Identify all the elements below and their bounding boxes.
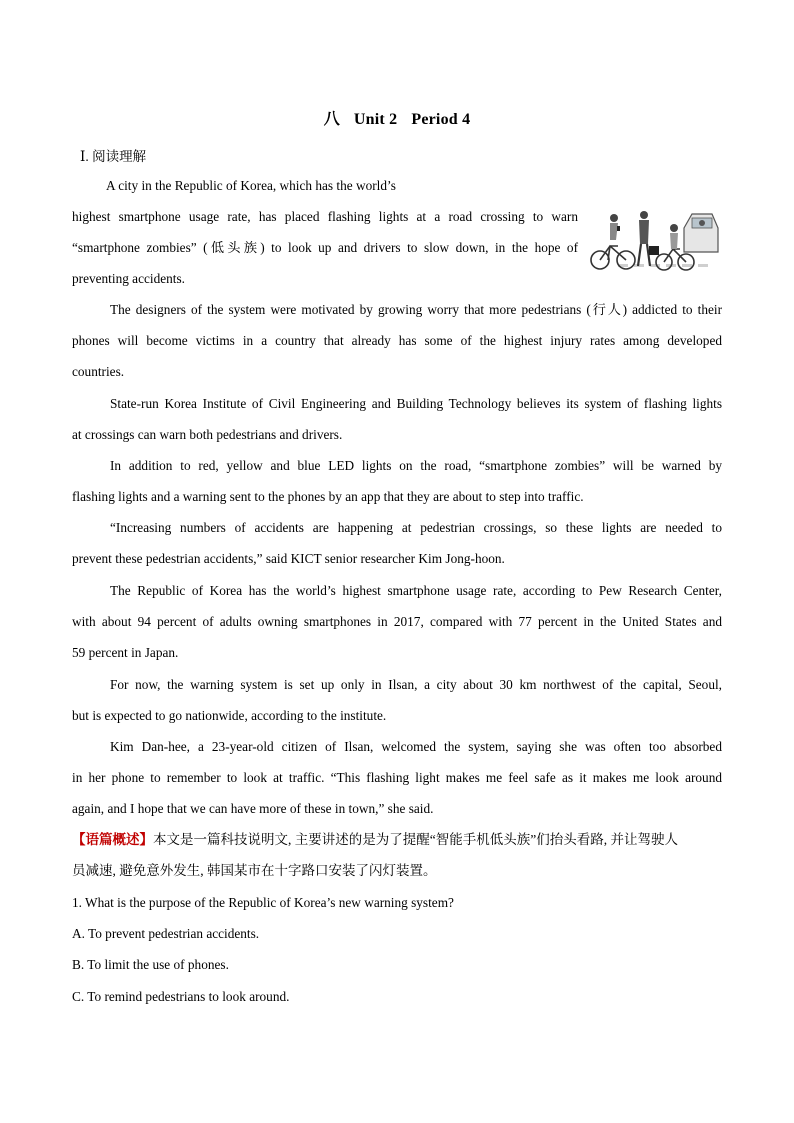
passage-line: prevent these pedestrian accidents,” said KICT senior researcher Kim Jong-hoon. — [72, 551, 505, 566]
question-option-c: C. To remind pedestrians to look around. — [72, 989, 290, 1004]
question-option-b: B. To limit the use of phones. — [72, 957, 229, 972]
summary-line — [72, 830, 722, 850]
passage-line: again, and I hope that we can have more of these in town,” she said. — [72, 801, 434, 816]
summary-tag: 【语篇概述】 — [72, 832, 153, 847]
passage-line: “smartphone zombies” (低头族) to look up and drivers to slow down, in the hope of — [72, 240, 578, 255]
smartphone-zombies-illustration — [588, 206, 720, 276]
passage-line: countries. — [72, 364, 125, 379]
passage-line: preventing accidents. — [72, 271, 185, 286]
passage-line: “Increasing numbers of accidents are happening at pedestrian crossings, so these lights are needed to — [110, 520, 722, 535]
passage-line: phones will become victims in a country that already has some of the highest injury rates among developed — [72, 333, 722, 348]
passage-line: with about 94 percent of adults owning smartphones in 2017, compared with 77 percent in the United States and — [72, 614, 722, 629]
passage-line: in her phone to remember to look at traffic. “This flashing light makes me feel safe as it makes me look around — [72, 770, 722, 785]
title-period: Period 4 — [411, 111, 471, 128]
passage-line: The Republic of Korea has the world’s highest smartphone usage rate, according to Pew Research Center, — [110, 583, 722, 598]
page-title — [0, 106, 794, 129]
passage-line: but is expected to go nationwide, according to the institute. — [72, 708, 387, 723]
passage-line: 59 percent in Japan. — [72, 645, 179, 660]
passage-line: at crossings can warn both pedestrians and drivers. — [72, 427, 343, 442]
passage-line: The designers of the system were motivated by growing worry that more pedestrians (行人) addicted to their — [110, 302, 722, 317]
passage-line: In addition to red, yellow and blue LED lights on the road, “smartphone zombies” will be warned by — [110, 458, 722, 473]
section-heading: Ⅰ. 阅读理解 — [80, 149, 147, 164]
passage-line: Kim Dan-hee, a 23-year-old citizen of Ilsan, welcomed the system, saying she was often too absorbed — [110, 739, 722, 754]
passage-line: For now, the warning system is set up only in Ilsan, a city about 30 km northwest of the capital, Seoul, — [110, 677, 722, 692]
title-prefix: 八 — [323, 111, 340, 128]
passage-line: A city in the Republic of Korea, which has the world’s — [106, 178, 396, 193]
question-option-a: A. To prevent pedestrian accidents. — [72, 926, 260, 941]
summary-text: 本文是一篇科技说明文, 主要讲述的是为了提醒“智能手机低头族”们抬头看路, 并让驾驶人 — [153, 832, 678, 847]
summary-line: 员减速, 避免意外发生, 韩国某市在十字路口安装了闪灯装置。 — [72, 863, 437, 878]
passage-line: flashing lights and a warning sent to the phones by an app that they are about to step into traffic. — [72, 489, 584, 504]
question-stem: 1. What is the purpose of the Republic of Korea’s new warning system? — [72, 895, 454, 910]
title-unit: Unit 2 — [353, 111, 398, 128]
passage-line: State-run Korea Institute of Civil Engineering and Building Technology believes its system of flashing lights — [110, 396, 722, 411]
passage-line: highest smartphone usage rate, has placed flashing lights at a road crossing to warn — [72, 209, 578, 224]
